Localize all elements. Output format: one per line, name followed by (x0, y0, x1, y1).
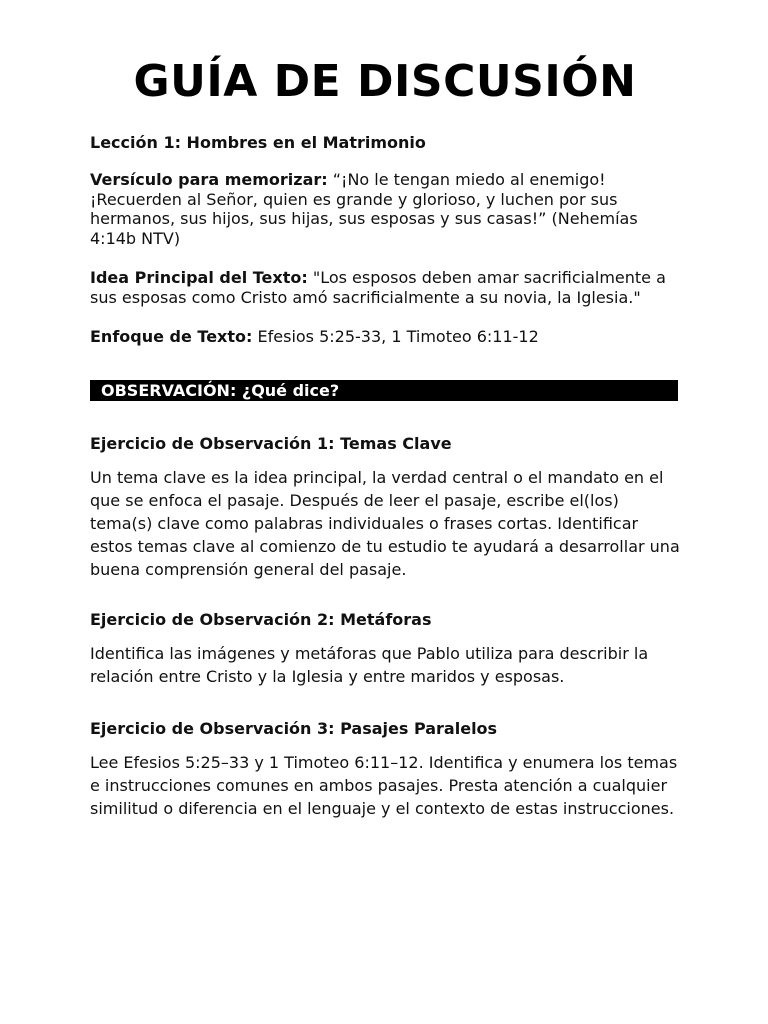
exercise-2-heading: Ejercicio de Observación 2: Metáforas (90, 610, 432, 629)
text-focus-label: Enfoque de Texto: (90, 327, 253, 346)
main-idea-label: Idea Principal del Texto: (90, 268, 308, 287)
memory-verse-text: “¡No le tengan miedo al enemigo! ¡Recuerden al Señor, quien es grande y glorioso, y luchen por sus hermanos, sus hijos, sus hijas, sus esposas y sus casas!” (Nehemías 4:14b NTV) (90, 170, 638, 248)
page-title: GUÍA DE DISCUSIÓN (133, 56, 637, 107)
memory-verse (90, 170, 680, 248)
text-focus (90, 327, 680, 347)
main-idea-text: "Los esposos deben amar sacrificialmente a sus esposas como Cristo amó sacrificialmente a su novia, la Iglesia." (90, 268, 666, 307)
exercise-1-heading: Ejercicio de Observación 1: Temas Clave (90, 434, 452, 453)
section-bar-observation: OBSERVACIÓN: ¿Qué dice? (90, 380, 678, 401)
memory-verse-label: Versículo para memorizar: (90, 170, 328, 189)
exercise-3-heading: Ejercicio de Observación 3: Pasajes Paralelos (90, 719, 498, 738)
exercise-2-body: Identifica las imágenes y metáforas que Pablo utiliza para describir la relación entre Cristo y la Iglesia y entre maridos y esposas. (90, 644, 649, 686)
main-idea (90, 268, 680, 307)
exercise-3-body: Lee Efesios 5:25–33 y 1 Timoteo 6:11–12. Identifica y enumera los temas e instrucciones comunes en ambos pasajes. Presta atención a cualquier similitud o diferencia en el lenguaje y el contexto de estas instrucciones. (90, 753, 678, 818)
lesson-heading: Lección 1: Hombres en el Matrimonio (90, 133, 426, 152)
text-focus-text: Efesios 5:25-33, 1 Timoteo 6:11-12 (257, 327, 539, 346)
exercise-1-body: Un tema clave es la idea principal, la verdad central o el mandato en el que se enfoca el pasaje. Después de leer el pasaje, escribe el(los) tema(s) clave como palabras individuales o frases cortas. Identificar estos temas clave al comienzo de tu estudio te ayudará a desarrollar una buena comprensión general del pasaje. (90, 468, 680, 579)
